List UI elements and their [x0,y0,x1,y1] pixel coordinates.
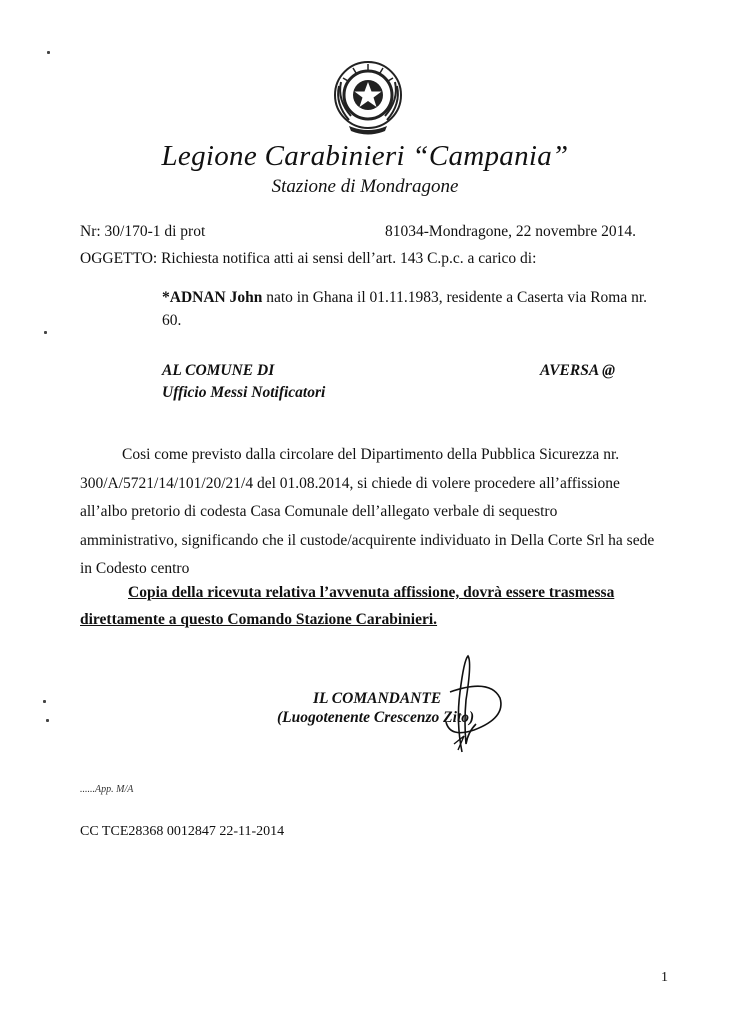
signature-name: (Luogotenente Crescenzo Zito) [277,709,475,726]
notice-paragraph [80,579,672,633]
body-line: amministrativo, significando che il custode/acquirente individuato in Della Corte Srl ha sede [80,531,655,549]
person-name: *ADNAN John [162,289,263,306]
recipient-line2: Ufficio Messi Notificatori [162,384,326,401]
notice-line: Copia della ricevuta relativa l’avvenuta affissione, dovrà essere trasmessa [128,584,615,601]
page-number: 1 [661,970,668,985]
notice-line: direttamente a questo Comando Stazione Carabinieri. [80,611,438,628]
document-subtitle: Stazione di Mondragone [271,176,459,197]
body-line: Cosi come previsto dalla circolare del Dipartimento della Pubblica Sicurezza nr. [122,446,620,463]
cc-reference: CC TCE28368 0012847 22-11-2014 [80,824,285,839]
signature-role: IL COMANDANTE [313,690,442,707]
subject-line: OGGETTO: Richiesta notifica atti ai sensi dell’art. 143 C.p.c. a carico di: [80,250,537,267]
body-paragraph [80,441,672,584]
place-date: 81034-Mondragone, 22 novembre 2014. [385,223,636,240]
body-line: 300/A/5721/14/101/20/21/4 del 01.08.2014, si chiede di volere procedere all’affissione [80,474,620,492]
scan-mark [44,331,47,334]
recipient-line1: AL COMUNE DI [162,362,275,379]
protocol-number: Nr: 30/170-1 di prot [80,223,206,240]
scan-mark [47,51,50,54]
person-details: nato in Ghana il 01.11.1983, residente a Caserta via Roma nr. [262,289,648,306]
body-line: all’albo pretorio di codesta Casa Comunale dell’allegato verbale di sequestro [80,503,558,520]
document-title: Legione Carabinieri “Campania” [161,140,569,172]
scan-mark [46,719,49,722]
person-line [162,289,647,307]
app-note: ......App. M/A [80,784,134,795]
italian-republic-emblem-icon [327,56,409,138]
scan-mark [43,700,46,703]
body-line: in Codesto centro [80,560,190,577]
handwritten-signature [420,652,510,756]
recipient-city: AVERSA @ [540,362,616,379]
person-details-cont: 60. [162,312,182,329]
